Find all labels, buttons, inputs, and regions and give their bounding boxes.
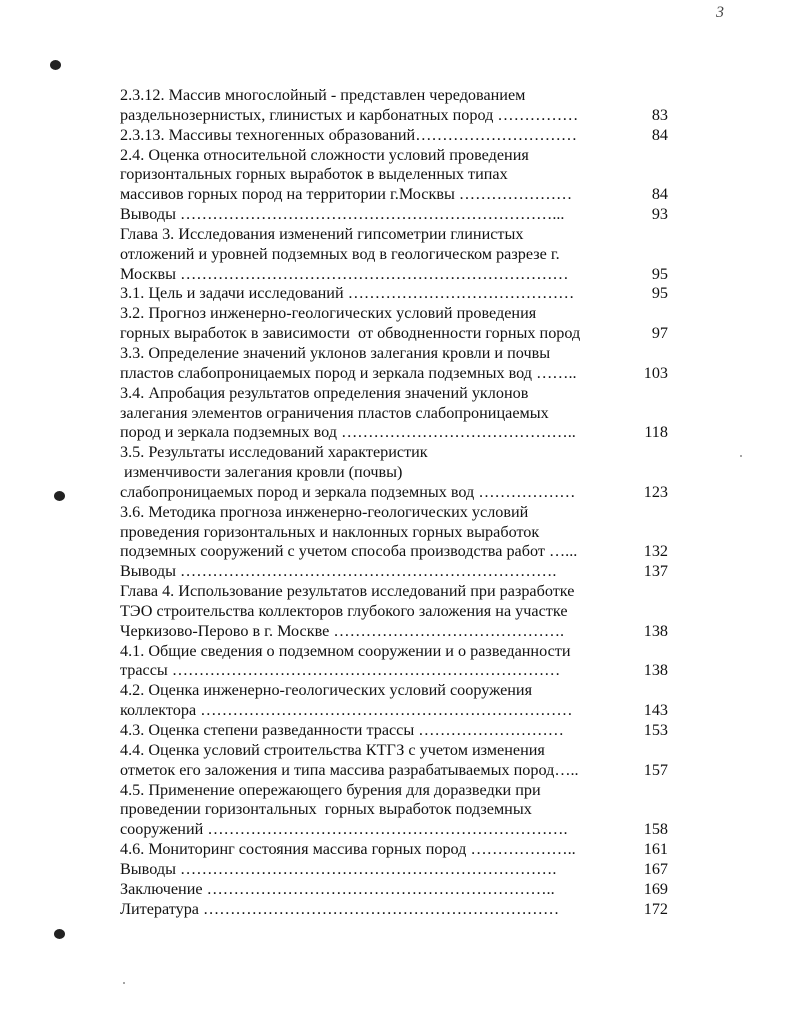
- toc-leader-dots: ………………………………………………………..: [202, 879, 559, 898]
- toc-page-number: 153: [643, 721, 668, 739]
- toc-line: [120, 503, 668, 523]
- toc-line-text: изменчивости залегания кровли (почвы): [120, 463, 403, 482]
- toc-line: [120, 384, 668, 404]
- toc-page-number: 138: [643, 661, 668, 680]
- toc-page-number: 169: [643, 879, 668, 898]
- toc-page-number: 97: [651, 324, 668, 343]
- toc-line: [120, 681, 668, 701]
- toc-page-number: 95: [651, 284, 668, 303]
- toc-line-text: 3.6. Методика прогноза инженерно-геологических условий: [120, 502, 529, 521]
- toc-line: [120, 463, 668, 483]
- toc-line: [120, 86, 668, 106]
- toc-line-text: 3.2. Прогноз инженерно-геологических условий проведения: [120, 304, 537, 323]
- toc-line-text: 4.6. Мониторинг состояния массива горных пород: [120, 840, 467, 859]
- toc-page-number: 158: [643, 820, 668, 839]
- toc-line-text: 3.5. Результаты исследований характеристик: [120, 443, 428, 462]
- toc-line-text: 4.2. Оценка инженерно-геологических условий сооружения: [120, 681, 533, 700]
- toc-line: [120, 344, 668, 364]
- toc-leader-dots: ……..: [532, 363, 581, 382]
- toc-line: [120, 860, 668, 880]
- toc-leader-dots: ……………………………………………………………: [196, 701, 577, 720]
- toc-line-text: проведения горизонтальных и наклонных горных выработок: [120, 522, 540, 541]
- toc-leader-dots: …………………………………………………………….: [175, 562, 561, 581]
- toc-page-number: 172: [643, 899, 668, 918]
- toc-line: [120, 106, 668, 126]
- toc-line-text: залегания элементов ограничения пластов слабопроницаемых: [120, 403, 549, 422]
- toc-line: [120, 582, 668, 602]
- toc-line: [120, 781, 668, 801]
- toc-page-number: 157: [643, 760, 668, 779]
- toc-leader-dots: ……………: [493, 105, 583, 124]
- toc-page-number: 118: [644, 423, 668, 442]
- toc-line-text: 4.5. Применение опережающего бурения для доразведки при: [120, 780, 541, 799]
- toc-leader-dots: …………………………: [415, 125, 582, 144]
- toc-line: [120, 741, 668, 761]
- toc-line-text: Заключение: [120, 879, 203, 898]
- toc-leader-dots: …..: [554, 760, 583, 779]
- toc-leader-dots: ………………………………………………………………: [176, 264, 573, 283]
- toc-page-number: 95: [651, 264, 668, 283]
- toc-line: [120, 265, 668, 285]
- toc-line-text: 3.4. Апробация результатов определения значений уклонов: [120, 383, 529, 402]
- toc-line-text: Выводы: [120, 562, 176, 581]
- toc-page-number: 103: [643, 363, 668, 382]
- scan-speck-bottom: [54, 929, 65, 939]
- toc-line-text: трассы: [120, 661, 168, 680]
- page-number: 3: [716, 4, 724, 21]
- toc-line-text: подземных сооружений с учетом способа производства работ: [120, 542, 545, 561]
- toc-leader-dots: ……………………………………..: [337, 423, 580, 442]
- toc-line-text: Глава 3. Исследования изменений гипсометрии глинистых: [120, 224, 524, 243]
- toc-line: [120, 443, 668, 463]
- toc-line-text: 3.1. Цель и задачи исследований: [120, 284, 344, 303]
- toc-line: [120, 126, 668, 146]
- toc-line: [120, 324, 668, 344]
- toc-line-text: ТЭО строительства коллекторов глубокого заложения на участке: [120, 601, 568, 620]
- toc-leader-dots: ………………………………………………………………: [167, 661, 565, 680]
- toc-line: [120, 900, 668, 920]
- toc-line-text: 2.3.12. Массив многослойный - представлен чередованием: [120, 86, 526, 104]
- toc-line-text: проведении горизонтальных горных выработок подземных: [120, 800, 532, 819]
- toc-line: [120, 880, 668, 900]
- toc-line-text: отметок его заложения и типа массива разрабатываемых пород: [120, 760, 555, 779]
- table-of-contents: [120, 86, 668, 919]
- toc-page-number: 132: [643, 542, 668, 561]
- toc-leader-dots: …………………: [454, 185, 577, 204]
- toc-line-text: отложений и уровней подземных вод в геологическом разрезе г.: [120, 244, 560, 263]
- toc-leader-dots: ………………………: [414, 721, 569, 739]
- toc-line: [120, 205, 668, 225]
- toc-line-text: коллектора: [120, 701, 197, 720]
- toc-line: [120, 165, 668, 185]
- toc-line: [120, 761, 668, 781]
- toc-line-text: Литература: [120, 899, 199, 918]
- toc-line-text: сооружений: [120, 820, 204, 839]
- toc-line-text: массивов горных пород на территории г.Москвы: [120, 185, 455, 204]
- toc-leader-dots: ………………: [474, 482, 580, 501]
- toc-page-number: 138: [643, 621, 668, 640]
- scan-dot: [740, 455, 742, 457]
- toc-leader-dots: …………………………………………………………: [199, 899, 564, 918]
- toc-line-text: Москвы: [120, 264, 177, 283]
- toc-page-number: 123: [643, 482, 668, 501]
- toc-line-text: 4.1. Общие сведения о подземном сооружении и о разведанности: [120, 641, 571, 660]
- toc-line-text: раздельнозернистых, глинистых и карбонатных пород: [120, 105, 494, 124]
- toc-page-number: 161: [643, 840, 668, 859]
- toc-line: [120, 542, 668, 562]
- toc-line-text: 4.4. Оценка условий строительства КТГЗ с учетом изменения: [120, 740, 545, 759]
- scan-dot: [123, 982, 125, 984]
- toc-line: [120, 146, 668, 166]
- toc-line-text: 3.3. Определение значений уклонов залегания кровли и почвы: [120, 343, 551, 362]
- toc-line: [120, 523, 668, 543]
- toc-page-number: 84: [651, 125, 668, 144]
- toc-line: [120, 602, 668, 622]
- toc-line: [120, 840, 668, 860]
- toc-line: [120, 423, 668, 443]
- toc-page-number: 93: [651, 205, 668, 224]
- toc-line: [120, 661, 668, 681]
- scan-speck-top: [50, 60, 61, 70]
- toc-page-number: 83: [651, 105, 668, 124]
- toc-line-text: Выводы: [120, 859, 176, 878]
- toc-line: [120, 304, 668, 324]
- toc-line: [120, 721, 668, 741]
- toc-line: [120, 225, 668, 245]
- toc-line-text: Выводы: [120, 205, 176, 224]
- toc-leader-dots: ……………………………………: [343, 284, 579, 303]
- toc-leader-dots: …………………………………………………………….: [175, 859, 561, 878]
- toc-line: [120, 820, 668, 840]
- toc-line-text: Глава 4. Использование результатов исследований при разработке: [120, 582, 575, 601]
- toc-line: [120, 185, 668, 205]
- toc-page-number: 143: [643, 701, 668, 720]
- toc-line: [120, 562, 668, 582]
- toc-line-text: горных выработок в зависимости от обводненности горных пород: [120, 324, 581, 343]
- toc-line: [120, 364, 668, 384]
- toc-line-text: слабопроницаемых пород и зеркала подземных вод: [120, 482, 475, 501]
- toc-page-number: 84: [651, 185, 668, 204]
- toc-leader-dots: ……………………………………………………………...: [175, 205, 569, 224]
- toc-line: [120, 622, 668, 642]
- toc-leader-dots: ………………..: [466, 840, 580, 859]
- toc-line: [120, 483, 668, 503]
- toc-line-text: горизонтальных горных выработок в выделенных типах: [120, 165, 508, 184]
- toc-line: [120, 701, 668, 721]
- toc-line: [120, 284, 668, 304]
- toc-line-text: пластов слабопроницаемых пород и зеркала подземных вод: [120, 363, 533, 382]
- toc-page-number: 137: [643, 562, 668, 581]
- toc-line: [120, 642, 668, 662]
- toc-page-number: 167: [643, 859, 668, 878]
- toc-line: [120, 800, 668, 820]
- toc-line: [120, 245, 668, 265]
- toc-line: [120, 404, 668, 424]
- toc-line-text: 4.3. Оценка степени разведанности трассы: [120, 721, 415, 739]
- scan-speck-middle: [54, 491, 65, 501]
- toc-line-text: 2.3.13. Массивы техногенных образований: [120, 125, 416, 144]
- toc-leader-dots: …………………………………….: [329, 621, 569, 640]
- toc-leader-dots: …...: [544, 542, 582, 561]
- toc-line-text: 2.4. Оценка относительной сложности условий проведения: [120, 145, 529, 164]
- toc-line-text: пород и зеркала подземных вод: [120, 423, 338, 442]
- toc-line-text: Черкизово-Перово в г. Москве: [120, 621, 330, 640]
- toc-leader-dots: ………………………………………………………….: [203, 820, 572, 839]
